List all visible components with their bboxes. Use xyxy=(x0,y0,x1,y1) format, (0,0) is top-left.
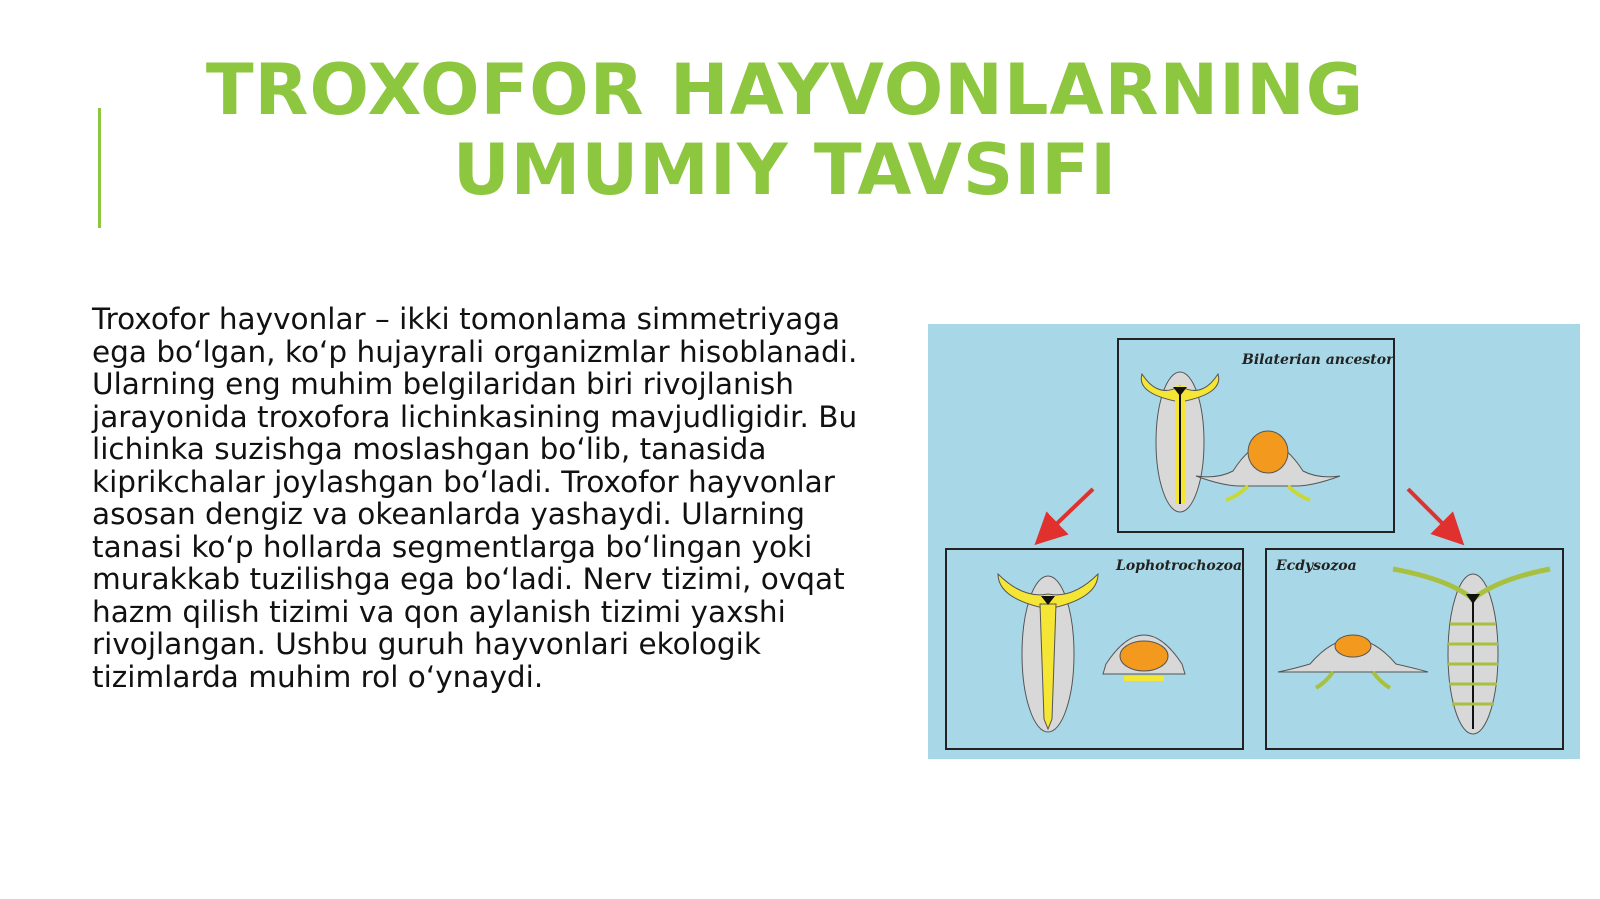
slide-body-text: Troxofor hayvonlar – ikki tomonlama simmetriyaga ega boʻlgan, koʻp hujayrali organizmlar hisoblanadi. Ularning eng muhim belgilaridan biri rivojlanish jarayonida troxofora lichinkasining mavjudligidir. Bu lichinka suzishga moslashgan boʻlib, tanasida kiprikchalar joylashgan boʻladi. Troxofor hayvonlar asosan dengiz va okeanlarda yashaydi. Ularning tanasi koʻp hollarda segmentlarga boʻlingan yoki murakkab tuzilishga ega boʻladi. Nerv tizimi, ovqat hazm qilish tizimi va qon aylanish tizimi yaxshi rivojlangan. Ushbu guruh hayvonlari ekologik tizimlarda muhim rol oʻynaydi. xyxy=(92,302,858,694)
title-accent-line xyxy=(98,108,101,228)
evolution-figure xyxy=(928,324,1580,759)
ecdysozoa-label: Ecdysozoa xyxy=(1276,558,1357,574)
slide-title: TROXOFOR HAYVONLARNING UMUMIY TAVSIFI xyxy=(205,49,1365,211)
evolution-diagram xyxy=(928,324,1580,759)
lophotrochozoa-label: Lophotrochozoa xyxy=(1116,558,1243,574)
ancestor-label: Bilaterian ancestor xyxy=(1242,352,1394,368)
